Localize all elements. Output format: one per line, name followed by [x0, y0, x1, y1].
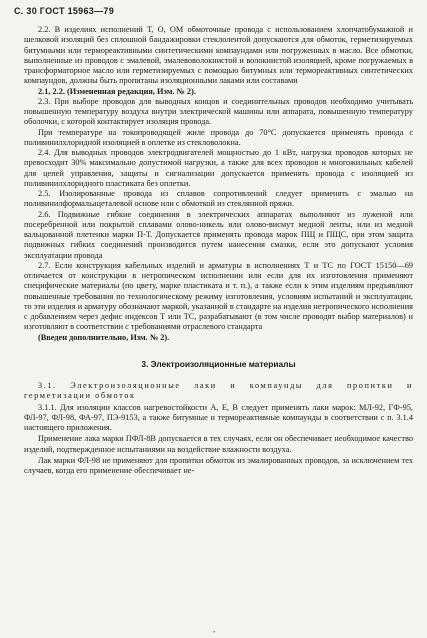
paragraph-pfl-8v: Применение лака марки ПФЛ-8В допускается в тех случаях, если он обеспечивает необходимое качество изделий, подтвержденное испытаниями на воздействие влажности воздуха. — [24, 434, 413, 454]
section-title: 3. Электроизоляционные материалы — [141, 358, 296, 369]
page-bottom-mark-icon: • — [213, 630, 216, 636]
paragraph-2-3: 2.3. При выборе проводов для выводных концов и соединительных проводов необходимо учитывать повышенную температуру воздуха внутри электрической машины или аппарата, повышенную температуру оболочки, с которой контактирует изоляция провода. — [24, 96, 413, 127]
amendment-note-2-7: (Введен дополнительно, Изм. № 2). — [38, 332, 170, 342]
paragraph-temperature: При температуре на токопроводящей жиле провода до 70°С допускается применять провода с поливинилхлоридной изоляцией в оплетке из стекловолокна. — [24, 127, 413, 147]
amendment-note-2-1-2-2: 2.1, 2.2. (Измененная редакция, Изм. № 2). — [38, 86, 196, 96]
paragraph-3-1-1: 3.1.1. Для изоляции классов нагревостойкости А, Е, В следует применять лаки марок: МЛ-92, ГФ-95, ФЛ-97, ФЛ-98, ФА-97, ПЭ-9153, а также битумные и термореактивные компаунды в соответствии с п. 3.1.4 настоящего приложения. — [24, 402, 413, 432]
paragraph-2-6: 2.6. Подвижные гибкие соединения в электрических аппаратах выполняют из луженой или посеребренной или покрытой сплавами олово-никель или олово-висмут медной ленты, или из медной вальцованной плетенки марки П-Т. Допускается применять провода марок ПЩ и ПЩС, при этом защита подвижных гибких соединений производится путем нанесения смазки, если это допускают условия эксплуатации провода — [24, 209, 413, 260]
subsection-title: 3.1. Электроизоляционные лаки и компаунды для пропитки и герметизации обмоток — [24, 381, 413, 401]
page-header: С. 30 ГОСТ 15963—79 — [14, 6, 115, 16]
paragraph-2-5: 2.5. Изолированные провода из сплавов сопротивлений следует применять с эмалью на поливинилформальацеталевой основе или с обмоткой из стеклянной пряжи. — [24, 189, 413, 209]
document-body — [24, 25, 413, 476]
paragraph-2-7: 2.7. Если конструкция кабельных изделий и арматуры в исполнениях Т и ТС по ГОСТ 15150—69 отличается от конструкции в нетропическом исполнении или если для их изготовления применяют специфические материалы (по цвету, марке пластиката и т. п.), а также если к этим изделиям предъявляют повышенные требования по технологическому режиму изготовления, условиям испытаний и эксплуатации, то эти изделия и арматуру обозначают маркой, указанной в стандарте на изделия нетропического исполнения с добавлением через дефис индексов Т или ТС, разрабатывают (в том числе проводят выбор материалов) и изготовляют в соответствии с требованиями отраслевого стандарта — [24, 260, 413, 332]
paragraph-fl-98: Лак марки ФЛ-98 не применяют для пропитки обмоток из эмалированных проводов, за исключением тех случаев, когда его применение обеспечивает не- — [24, 455, 413, 475]
paragraph-2-2: 2.2. В изделиях исполнений Т, О, ОМ обмоточные провода с использованием хлопчатобумажной и шелковой изоляций без сплошной бандажировки стеклолентой допускаются для обмоток, герметизируемых битумными или термореактивными синтетическими компаундами или погруженных в масло. Все обмотки, выполненные из проводов с эмалевой, эмалевoволокнистой и волокнистой изоляцией, кроме погружаемых в трансформаторное масло или герметизируемых с помощью битумных или термореактивных синтетических компаундов, должны быть пропитаны изоляционными лаками или составами — [24, 25, 413, 86]
paragraph-2-4: 2.4. Для выводных проводов электродвигателей мощностью до 1 кВт, нагрузка проводов которых не превосходит 30% максимально допустимой нагрузки, а также для всех проводов и многожильных кабелей для цепей управления, защиты и сигнализации допускается применять провода с изоляцией из поливинилхлоридного пластиката без оплетки. — [24, 148, 413, 188]
